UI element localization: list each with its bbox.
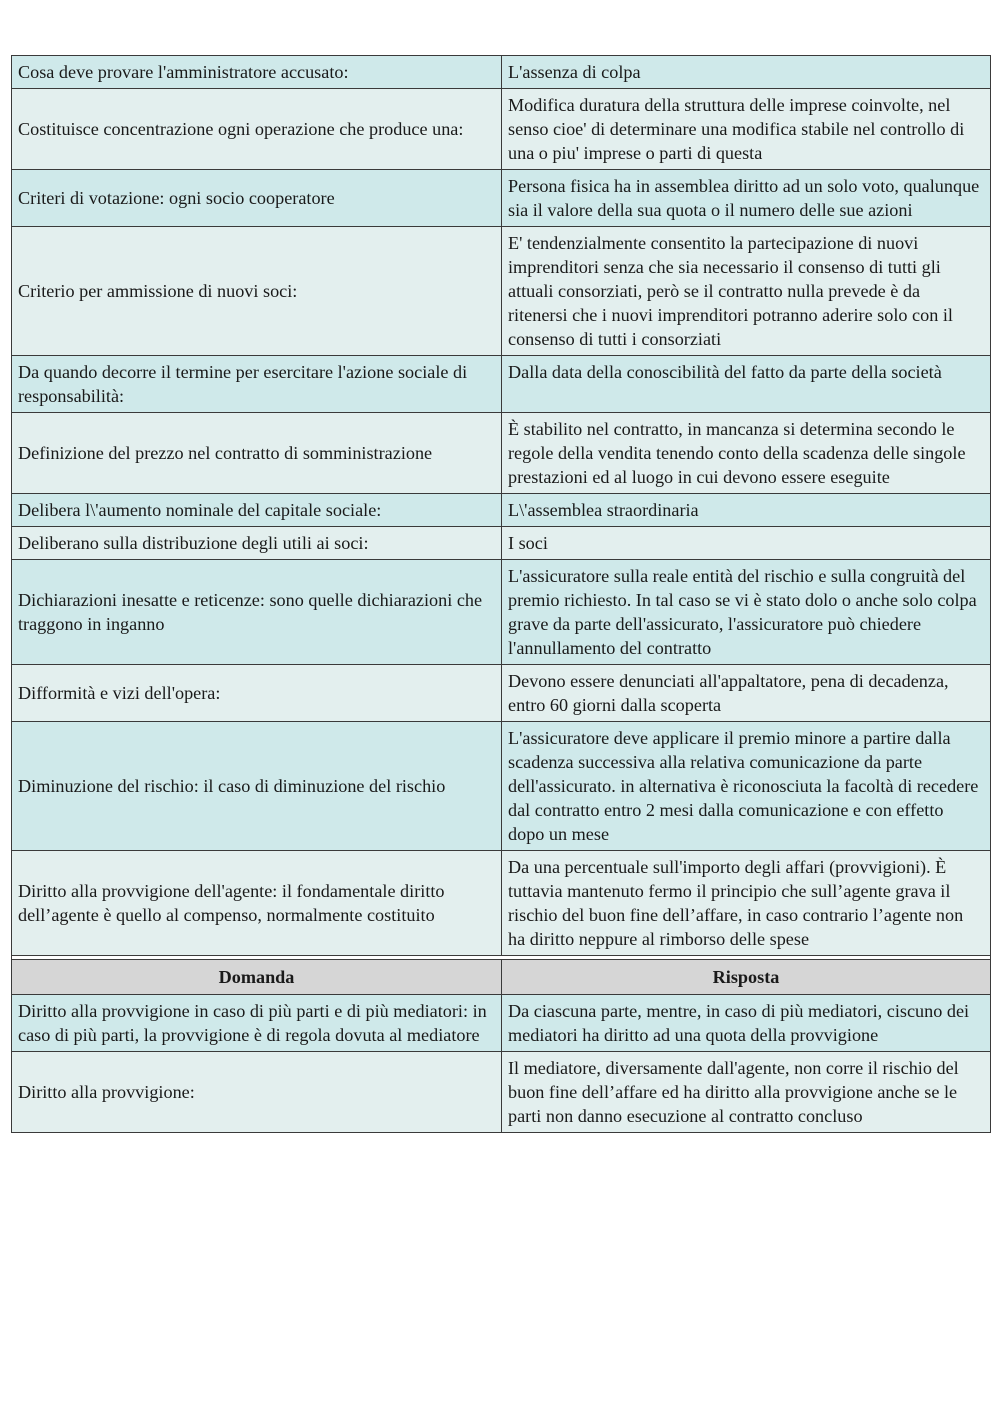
question-cell: Cosa deve provare l'amministratore accusato: xyxy=(12,56,502,89)
table-row xyxy=(12,227,991,356)
answer-cell: L'assicuratore deve applicare il premio minore a partire dalla scadenza successiva alla relativa comunicazione da parte dell'assicurato. in alternativa è riconosciuta la facoltà di recedere dal contratto entro 2 mesi dalla comunicazione e con effetto dopo un mese xyxy=(502,722,991,851)
question-cell: Diritto alla provvigione dell'agente: il fondamentale diritto dell’agente è quello al compenso, normalmente costituito xyxy=(12,851,502,956)
table-header-row xyxy=(12,960,991,995)
question-cell: Diminuzione del rischio: il caso di diminuzione del rischio xyxy=(12,722,502,851)
answer-cell: Devono essere denunciati all'appaltatore, pena di decadenza, entro 60 giorni dalla scoperta xyxy=(502,665,991,722)
column-header-question: Domanda xyxy=(12,960,502,995)
answer-cell: I soci xyxy=(502,527,991,560)
question-cell: Costituisce concentrazione ogni operazione che produce una: xyxy=(12,89,502,170)
question-cell: Diritto alla provvigione: xyxy=(12,1052,502,1133)
answer-cell: Dalla data della conoscibilità del fatto da parte della società xyxy=(502,356,991,413)
answer-cell: È stabilito nel contratto, in mancanza si determina secondo le regole della vendita tenendo conto della scadenza delle singole prestazioni ed al luogo in cui devono essere eseguite xyxy=(502,413,991,494)
table-row xyxy=(12,665,991,722)
table-row xyxy=(12,413,991,494)
question-cell: Difformità e vizi dell'opera: xyxy=(12,665,502,722)
table-row xyxy=(12,494,991,527)
table-row xyxy=(12,356,991,413)
table-row xyxy=(12,527,991,560)
question-cell: Dichiarazioni inesatte e reticenze: sono quelle dichiarazioni che traggono in inganno xyxy=(12,560,502,665)
answer-cell: Persona fisica ha in assemblea diritto ad un solo voto, qualunque sia il valore della sua quota o il numero delle sue azioni xyxy=(502,170,991,227)
table-row xyxy=(12,995,991,1052)
answer-cell: L\'assemblea straordinaria xyxy=(502,494,991,527)
table-row xyxy=(12,1052,991,1133)
answer-cell: E' tendenzialmente consentito la partecipazione di nuovi imprenditori senza che sia necessario il consenso di tutti gli attuali consorziati, però se il contratto nulla prevede è da ritenersi che i nuovi imprenditori potranno aderire solo con il consenso di tutti i consorziati xyxy=(502,227,991,356)
answer-cell: L'assicuratore sulla reale entità del rischio e sulla congruità del premio richiesto. In tal caso se vi è stato dolo o anche solo colpa grave da parte dell'assicurato, l'assicuratore può chiedere l'annullamento del contratto xyxy=(502,560,991,665)
table-row xyxy=(12,851,991,956)
table-row xyxy=(12,89,991,170)
table-row xyxy=(12,56,991,89)
answer-cell: Modifica duratura della struttura delle imprese coinvolte, nel senso cioe' di determinare una modifica stabile nel controllo di una o piu' imprese o parti di questa xyxy=(502,89,991,170)
table-row xyxy=(12,560,991,665)
qa-table xyxy=(11,55,991,1133)
question-cell: Deliberano sulla distribuzione degli utili ai soci: xyxy=(12,527,502,560)
question-cell: Delibera l\'aumento nominale del capitale sociale: xyxy=(12,494,502,527)
answer-cell: L'assenza di colpa xyxy=(502,56,991,89)
qa-sheet xyxy=(11,55,990,1133)
question-cell: Da quando decorre il termine per esercitare l'azione sociale di responsabilità: xyxy=(12,356,502,413)
qa-table-body-top xyxy=(12,56,991,1133)
table-row xyxy=(12,170,991,227)
answer-cell: Da una percentuale sull'importo degli affari (provvigioni). È tuttavia mantenuto fermo il principio che sull’agente grava il rischio del buon fine dell’affare, in caso contrario l’agente non ha diritto neppure al rimborso delle spese xyxy=(502,851,991,956)
question-cell: Criteri di votazione: ogni socio cooperatore xyxy=(12,170,502,227)
answer-cell: Da ciascuna parte, mentre, in caso di più mediatori, ciscuno dei mediatori ha diritto ad una quota della provvigione xyxy=(502,995,991,1052)
column-header-answer: Risposta xyxy=(502,960,991,995)
answer-cell: Il mediatore, diversamente dall'agente, non corre il rischio del buon fine dell’affare ed ha diritto alla provvigione anche se le parti non danno esecuzione al contratto concluso xyxy=(502,1052,991,1133)
question-cell: Definizione del prezzo nel contratto di somministrazione xyxy=(12,413,502,494)
question-cell: Criterio per ammissione di nuovi soci: xyxy=(12,227,502,356)
table-row xyxy=(12,722,991,851)
question-cell: Diritto alla provvigione in caso di più parti e di più mediatori: in caso di più parti, la provvigione è di regola dovuta al mediatore xyxy=(12,995,502,1052)
